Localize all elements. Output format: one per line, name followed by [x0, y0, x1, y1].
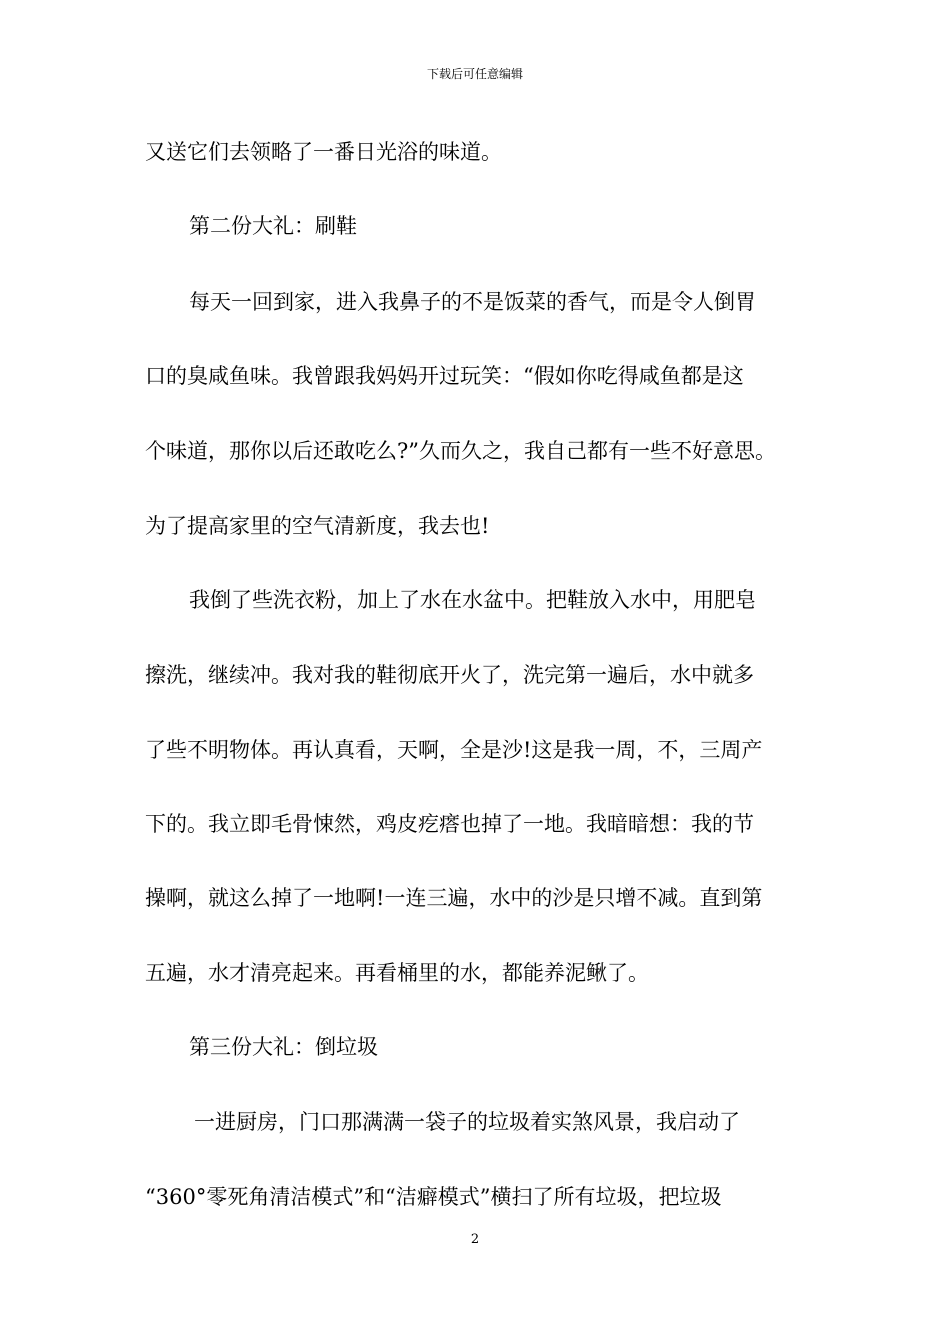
text-line: 口的臭咸鱼味。我曾跟我妈妈开过玩笑：“假如你吃得咸鱼都是这 — [145, 364, 744, 388]
text-line: 擦洗，继续冲。我对我的鞋彻底开火了，洗完第一遍后，水中就多 — [145, 663, 754, 687]
page-header: 下载后可任意编辑 — [426, 67, 523, 81]
text-line: 我倒了些洗衣粉，加上了水在水盆中。把鞋放入水中，用肥皂 — [189, 588, 756, 612]
text-line: 一进厨房，门口那满满一袋子的垃圾着实煞风景，我启动了 — [194, 1110, 740, 1134]
text-line: 又送它们去领略了一番日光浴的味道。 — [145, 140, 502, 164]
text-line: 了些不明物体。再认真看，天啊，全是沙!这是我一周，不，三周产 — [145, 738, 763, 762]
section-heading: 第三份大礼：倒垃圾 — [189, 1035, 378, 1059]
text-line: 为了提高家里的空气清新度，我去也! — [145, 514, 490, 538]
section-heading: 第二份大礼：刷鞋 — [189, 214, 357, 238]
text-line: 每天一回到家，进入我鼻子的不是饭菜的香气，而是令人倒胃 — [189, 290, 756, 314]
text-line: 操啊，就这么掉了一地啊!一连三遍，水中的沙是只增不减。直到第 — [145, 886, 763, 910]
text-line: 下的。我立即毛骨悚然，鸡皮疙瘩也掉了一地。我暗暗想：我的节 — [145, 812, 754, 836]
text-line: “360°零死角清洁模式”和“洁癖模式”横扫了所有垃圾，把垃圾 — [145, 1185, 722, 1209]
page-number: 2 — [470, 1232, 480, 1247]
text-line: 五遍，水才清亮起来。再看桶里的水，都能养泥鳅了。 — [145, 961, 649, 985]
text-line: 个味道，那你以后还敢吃么?”久而久之，我自己都有一些不好意思。 — [145, 439, 776, 463]
